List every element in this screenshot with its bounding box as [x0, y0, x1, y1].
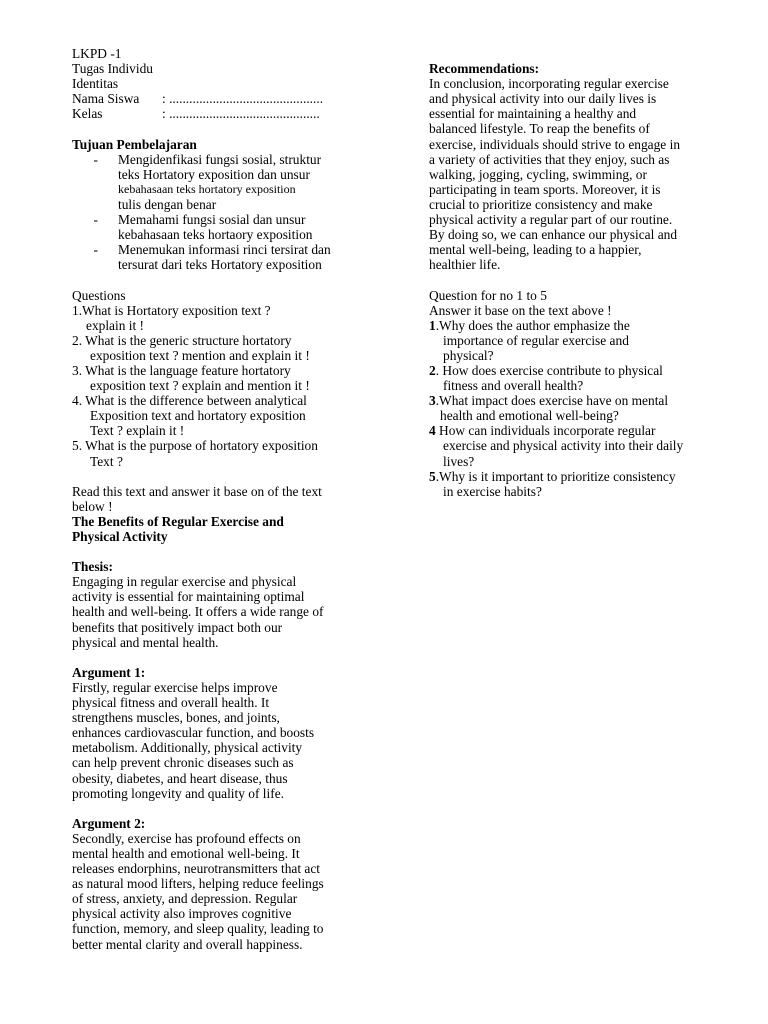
question-number: 3: [429, 393, 436, 409]
left-column: [72, 46, 372, 952]
name-label: Nama Siswa: [72, 91, 140, 107]
argument-2-line: mental health and emotional well-being. It: [72, 845, 300, 861]
instruction-line: Read this text and answer it base on of the text: [72, 483, 322, 499]
right-column: [429, 46, 719, 499]
argument-1-line: metabolism. Additionally, physical activity: [72, 740, 303, 756]
argument-2-line: Secondly, exercise has profound effects on: [72, 830, 301, 846]
argument-1-line: enhances cardiovascular function, and boosts: [72, 725, 315, 741]
objective-line: [72, 182, 372, 197]
question-text: How can individuals incorporate regular: [435, 423, 656, 439]
thesis-line: health and well-being. It offers a wide range of: [72, 604, 324, 620]
questions-list: [72, 303, 372, 469]
reading-title: [72, 514, 372, 544]
text-question-line: [429, 469, 719, 484]
name-blank: : ..............................................: [162, 91, 324, 107]
objective-bullet: [72, 227, 98, 242]
recommendation-line: balanced lifestyle. To reap the benefits of: [429, 121, 650, 137]
objective-line: [72, 212, 372, 227]
recommendation-line: essential for maintaining a healthy and: [429, 106, 637, 122]
text-question-line: [429, 423, 719, 438]
question-number: 4: [429, 423, 436, 439]
recommendation-line: participating in team sports. Moreover, it is: [429, 181, 661, 197]
argument-1-line: strengthens muscles, bones, and joints,: [72, 710, 280, 726]
recommendation-line: healthier life.: [429, 257, 501, 273]
question-number: 2: [429, 362, 436, 378]
worksheet-type: Tugas Individu: [72, 61, 153, 77]
text-question-line: exercise and physical activity into their daily: [443, 438, 684, 454]
thesis-line: physical and mental health.: [72, 634, 219, 650]
text-question-line: [429, 363, 719, 378]
recommendation-line: physical activity a regular part of our routine.: [429, 212, 673, 228]
recommendations-heading: Recommendations:: [429, 61, 540, 77]
objectives-list: [72, 152, 372, 273]
text-question-line: physical?: [443, 347, 494, 363]
objective-text: teks Hortatory exposition dan unsur: [118, 166, 310, 182]
questions-title: Questions: [72, 287, 126, 303]
objective-line: [72, 227, 372, 242]
objective-text: kebahasaan teks hortatory exposition: [118, 181, 296, 196]
question-line: Text ?: [90, 453, 123, 469]
recommendation-line: and physical activity into our daily lives is: [429, 91, 657, 107]
objective-text: tulis dengan benar: [118, 196, 217, 212]
text-question-line: importance of regular exercise and: [443, 332, 629, 348]
argument-2-heading: Argument 2:: [72, 815, 146, 831]
objective-text: kebahasaan teks hortaory exposition: [118, 227, 313, 243]
question-text: . How does exercise contribute to physical: [435, 362, 663, 378]
objective-bullet: [72, 167, 98, 182]
text-question-line: health and emotional well-being?: [440, 408, 619, 424]
recommendation-line: mental well-being, leading to a happier,: [429, 242, 642, 258]
worksheet-code: LKPD -1: [72, 46, 122, 61]
text-question-line: [429, 318, 719, 333]
class-field-row: [72, 106, 372, 121]
objective-line: [72, 257, 372, 272]
recommendation-line: walking, jogging, cycling, swimming, or: [429, 166, 647, 182]
class-label: Kelas: [72, 106, 103, 122]
question-line: exposition text ? mention and explain it !: [90, 347, 310, 363]
text-question-line: [429, 393, 719, 408]
question-line: Text ? explain it !: [90, 423, 185, 439]
question-line: 3. What is the language feature hortatory: [72, 362, 291, 378]
thesis-heading: Thesis:: [72, 559, 113, 575]
objective-bullet: [72, 182, 98, 197]
objective-line: [72, 152, 372, 167]
objective-text: Memahami fungsi sosial dan unsur: [118, 212, 306, 228]
objective-text: Menemukan informasi rinci tersirat dan: [118, 242, 331, 258]
argument-1-line: Firstly, regular exercise helps improve: [72, 679, 278, 695]
argument-1-heading: Argument 1:: [72, 664, 146, 680]
argument-2-line: of stress, anxiety, and depression. Regular: [72, 891, 298, 907]
objectives-title: Tujuan Pembelajaran: [72, 136, 197, 152]
title-line: Physical Activity: [72, 529, 168, 544]
title-line: The Benefits of Regular Exercise and: [72, 513, 284, 529]
question-number: 5: [429, 468, 436, 484]
name-field-row: [72, 91, 372, 106]
argument-2-line: physical activity also improves cognitive: [72, 906, 292, 922]
question-line: explain it !: [86, 317, 145, 333]
thesis-line: benefits that positively impact both our: [72, 619, 283, 635]
question-line: exposition text ? explain and mention it !: [90, 378, 310, 394]
objective-bullet: [72, 257, 98, 272]
argument-1-line: promoting longevity and quality of life.: [72, 785, 284, 801]
recommendations-paragraph: [429, 76, 719, 272]
identity-label: Identitas: [72, 76, 119, 92]
argument-1-line: obesity, diabetes, and heart disease, thus: [72, 770, 288, 786]
objective-line: [72, 242, 372, 257]
question-number: 1: [429, 317, 436, 333]
text-questions-title: Question for no 1 to 5: [429, 287, 547, 303]
class-blank: : .............................................: [162, 106, 320, 122]
recommendation-line: By doing so, we can enhance our physical and: [429, 227, 678, 243]
recommendation-line: exercise, individuals should strive to engage in: [429, 136, 681, 152]
objective-bullet: -: [93, 212, 98, 228]
instruction-line: below !: [72, 498, 113, 514]
question-line: 1.What is Hortatory exposition text ?: [72, 302, 271, 318]
text-question-line: fitness and overall health?: [443, 378, 584, 394]
question-line: Exposition text and hortatory exposition: [90, 408, 306, 424]
thesis-line: activity is essential for maintaining optimal: [72, 589, 305, 605]
objective-text: Mengidenfikasi fungsi sosial, struktur: [118, 151, 322, 167]
question-text: .Why does the author emphasize the: [435, 317, 630, 333]
objective-text: tersurat dari teks Hortatory exposition: [118, 257, 322, 273]
question-line: 2. What is the generic structure hortatory: [72, 332, 292, 348]
text-questions-instruction: Answer it base on the text above !: [429, 302, 612, 318]
recommendation-line: In conclusion, incorporating regular exercise: [429, 76, 669, 92]
argument-2-line: function, memory, and sleep quality, leading to: [72, 921, 324, 937]
objective-line: [72, 197, 372, 212]
argument-1-line: physical fitness and overall health. It: [72, 695, 270, 711]
thesis-paragraph: [72, 574, 372, 649]
reading-instruction: [72, 484, 372, 514]
objective-bullet: -: [93, 242, 98, 258]
recommendation-line: a variety of activities that they enjoy, such as: [429, 151, 670, 167]
objective-line: [72, 167, 372, 182]
text-question-line: in exercise habits?: [443, 483, 542, 499]
text-question-line: lives?: [443, 453, 475, 469]
question-line: 4. What is the difference between analytical: [72, 393, 307, 409]
thesis-line: Engaging in regular exercise and physical: [72, 574, 297, 590]
recommendation-line: crucial to prioritize consistency and make: [429, 196, 653, 212]
argument-2-line: releases endorphins, neurotransmitters that act: [72, 861, 321, 877]
objective-bullet: -: [93, 151, 98, 167]
argument-1-paragraph: [72, 680, 372, 801]
question-text: .What impact does exercise have on mental: [435, 393, 669, 409]
argument-1-line: can help prevent chronic diseases such as: [72, 755, 294, 771]
question-line: 5. What is the purpose of hortatory exposition: [72, 438, 318, 454]
text-questions-list: [429, 318, 719, 499]
objective-bullet: [72, 197, 98, 212]
argument-2-paragraph: [72, 831, 372, 952]
argument-2-line: better mental clarity and overall happiness.: [72, 936, 303, 952]
question-text: .Why is it important to prioritize consistency: [435, 468, 676, 484]
argument-2-line: as natural mood lifters, helping reduce feelings: [72, 876, 324, 892]
